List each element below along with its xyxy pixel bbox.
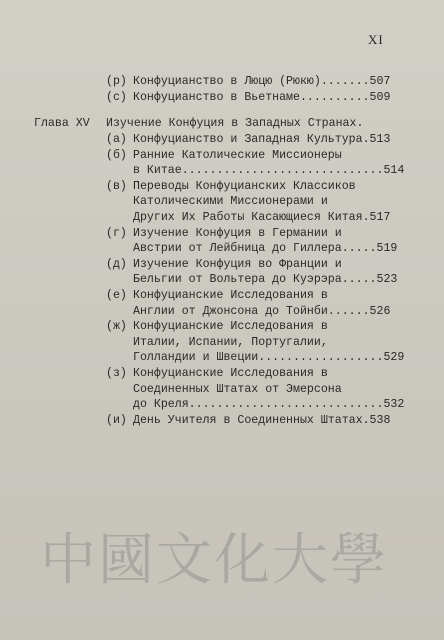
entry-label: (д) [106, 257, 127, 271]
entry-text: Конфуцианство в Вьетнаме..........509 [133, 91, 391, 104]
entry-text: в Китае.............................514 [133, 164, 405, 178]
entry-text: Ранние Католические Миссионеры [133, 148, 342, 162]
entry-text: Бельгии от Вольтера до Куэрэра.....523 [133, 273, 398, 287]
entry-label: (р) [106, 75, 127, 88]
entry-text: Австрии от Лейбница до Гиллера.....519 [133, 242, 398, 256]
entry-label: (з) [106, 367, 127, 380]
chapter-title: Изучение Конфуция в Западных Странах. [106, 117, 364, 130]
entry-label: (б) [106, 148, 127, 162]
entry-label: (ж) [106, 320, 127, 334]
chapter-label: Глава XV [34, 117, 90, 130]
entry-text: Соединенных Штатах от Эмерсона [133, 382, 342, 396]
entry-label: (а) [106, 133, 127, 146]
entry-text: Изучение Конфуция в Германии и [133, 226, 342, 240]
entry-text: День Учителя в Соединенных Штатах.538 [133, 413, 391, 427]
university-seal-watermark: 中國文化大學 [40, 528, 388, 593]
entry-text: Италии, Испании, Португалии, [133, 335, 328, 349]
entry-text: Изучение Конфуция во Франции и [133, 257, 342, 271]
entry-text: Конфуцианские Исследования в [133, 367, 328, 380]
entry-label: (е) [106, 289, 127, 302]
entry-text: Переводы Конфуцианских Классиков [133, 179, 356, 193]
entry-label: (и) [106, 413, 127, 427]
page-number: XI [368, 32, 384, 47]
entry-text: Конфуцианство и Западная Культура.513 [133, 133, 391, 146]
entry-text: Голландии и Швеции..................529 [133, 351, 405, 365]
entry-text: Конфуцианские Исследования в [133, 289, 328, 302]
entry-text: Англии от Джонсона до Тойнби......526 [133, 304, 391, 318]
entry-label: (г) [106, 226, 127, 240]
entry-label: (с) [106, 91, 127, 104]
entry-text: до Креля............................532 [133, 398, 405, 412]
entry-text: Католическими Миссионерами и [133, 195, 328, 209]
entry-label: (в) [106, 179, 127, 193]
entry-text: Конфуцианство в Люцю (Рюкю).......507 [133, 75, 391, 88]
entry-text: Конфуцианские Исследования в [133, 320, 328, 334]
entry-text: Других Их Работы Касающиеся Китая.517 [133, 211, 391, 224]
